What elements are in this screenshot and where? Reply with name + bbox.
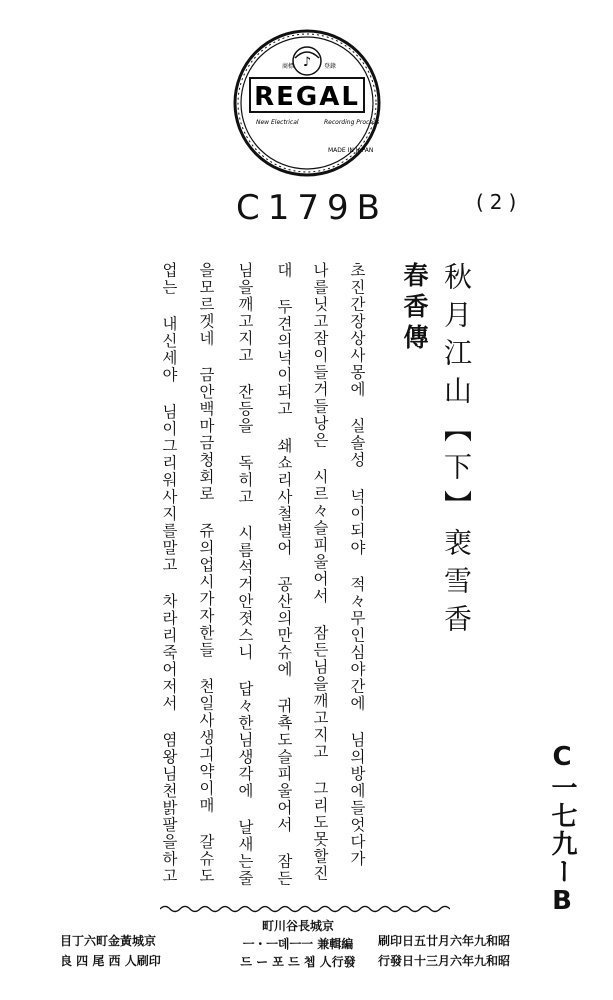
svg-text:商標: 商標 bbox=[282, 63, 295, 70]
editor-label: 編輯兼 一ㅡ뎨ㅡ・ㅡ bbox=[242, 937, 354, 951]
song-title-genre: 春香傳 bbox=[400, 262, 429, 355]
regal-logo bbox=[232, 28, 382, 178]
publisher-label: 發行人 쳅 드 포 ー 드 bbox=[240, 955, 356, 969]
lyric-column: 업는 내신세야 님이그리워사지를말고 차라리죽어저서 염왕님천밝팔을하고 bbox=[160, 262, 178, 885]
printer-name: 印刷人 西 尾 四 良 bbox=[60, 954, 161, 968]
publish-date: 昭和九年六月三十日發行 bbox=[378, 954, 511, 968]
side-number: (2) bbox=[476, 190, 523, 214]
svg-text:登錄: 登錄 bbox=[324, 63, 337, 70]
lyric-column: 을모르겟네 금안백마금청회로 쥬의업시가자한들 천일사생긔약이매 갈슈도 bbox=[197, 262, 215, 885]
lyric-column: 대 두견의넉이되고 쇄쇼리사철벌어 공산의만슈에 귀쵹도슬피울어서 잠든 bbox=[275, 262, 293, 887]
lyric-column: 님을깨고지고 잔등을 독히고 시름석거안졋스니 답々한님생각에 날새는줄 bbox=[236, 262, 254, 887]
print-date: 昭和九年六月廿五日印刷 bbox=[378, 934, 511, 948]
svg-text:Recording Process: Recording Process bbox=[324, 119, 380, 126]
catalog-vertical: C一七九ーB bbox=[547, 742, 577, 918]
svg-text:MADE IN JAPAN: MADE IN JAPAN bbox=[328, 147, 374, 154]
svg-text:♪: ♪ bbox=[302, 55, 312, 70]
svg-text:New Electrical: New Electrical bbox=[256, 119, 299, 126]
publisher-address: 京城長谷川町 bbox=[261, 919, 334, 933]
wavy-divider bbox=[160, 903, 450, 915]
lyric-column: 나를닛고잠이들거들낭은 시르々슬피울어서 잠든님을깨고지고 그리도못할진 bbox=[311, 262, 329, 882]
lyric-column: 초진간장상사몽에 실솔성 넉이되야 적々무인심야간에 님의방에들엇다가 bbox=[348, 262, 366, 868]
song-title-main: 秋月江山【下】裵雪香 bbox=[440, 262, 473, 642]
printer-address: 京城黃金町六丁目 bbox=[60, 934, 157, 948]
svg-text:REGAL: REGAL bbox=[254, 82, 360, 112]
catalog-number: C179B bbox=[236, 188, 388, 228]
